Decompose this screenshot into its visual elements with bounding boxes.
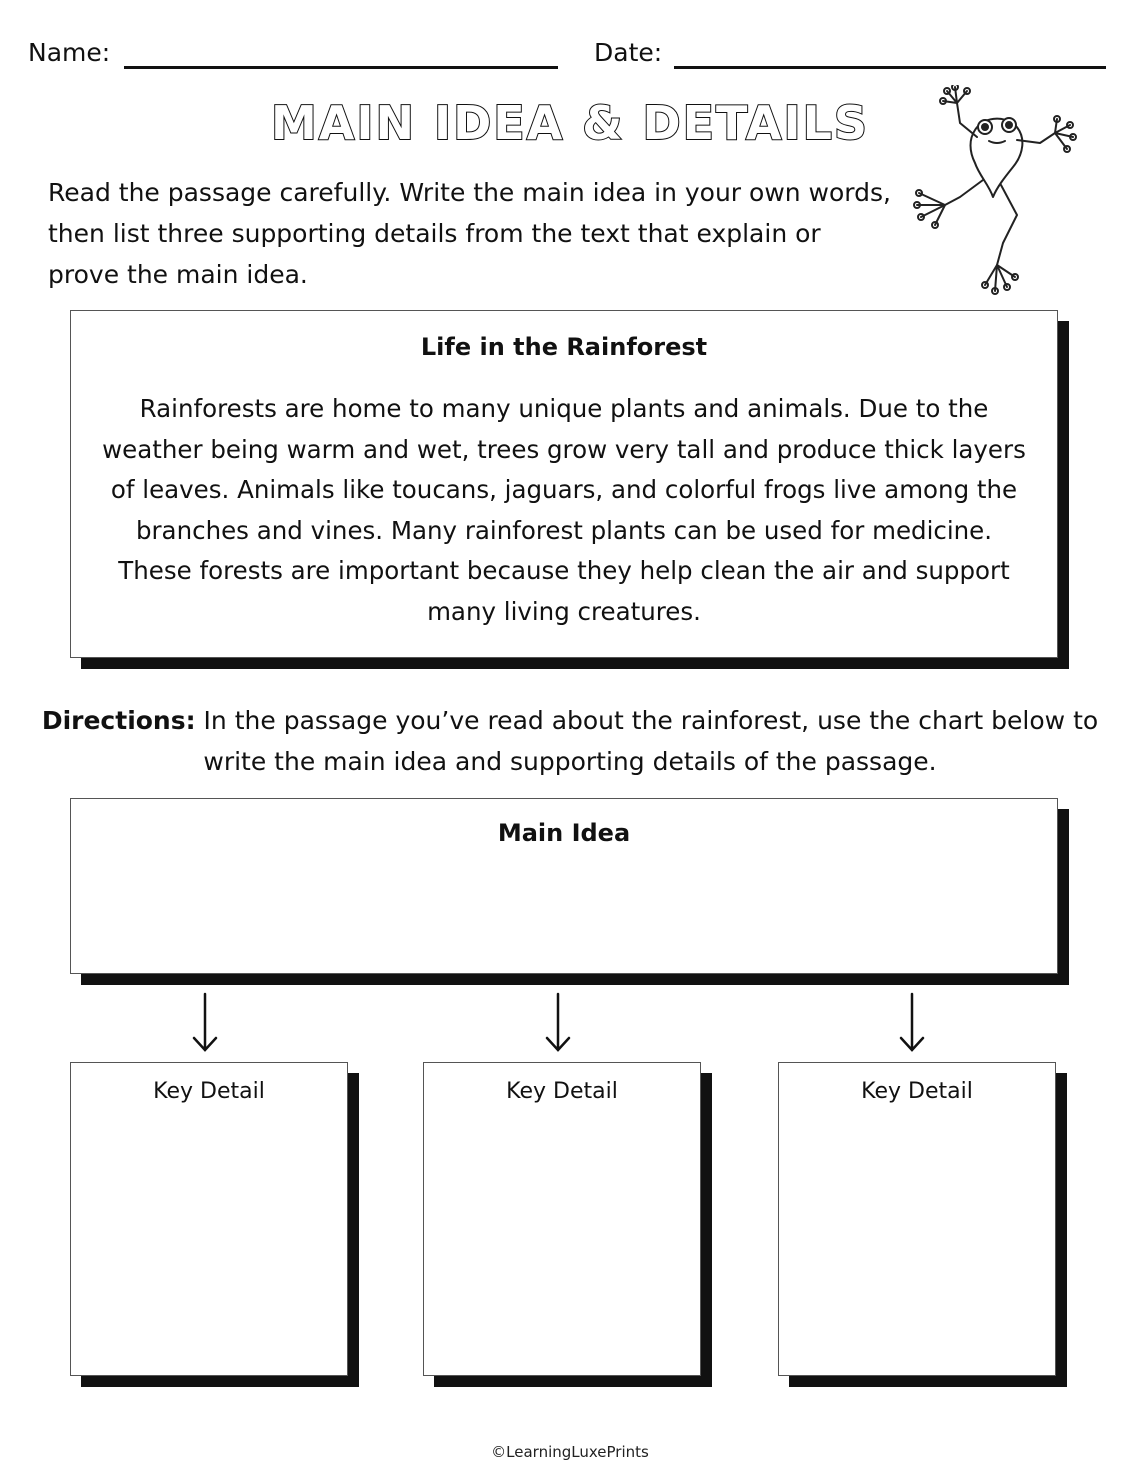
directions-label: Directions:: [41, 706, 196, 735]
key-detail-box-1[interactable]: [70, 1062, 348, 1376]
key-detail-label: Key Detail: [861, 1079, 973, 1104]
date-label: Date:: [594, 38, 663, 67]
name-field[interactable]: [124, 66, 558, 69]
footer-credit-text: LearningLuxePrints: [506, 1443, 649, 1461]
arrow-down-icon: [897, 992, 927, 1054]
directions-text: In the passage you’ve read about the rainforest, use the chart below to write the main idea and supporting details of the passage.: [195, 706, 1099, 776]
frog-icon: [905, 85, 1080, 300]
key-detail-label: Key Detail: [153, 1079, 265, 1104]
page-title: MAIN IDEA & DETAILS: [270, 96, 870, 150]
arrow-down-icon: [543, 992, 573, 1054]
arrow-down-icon: [190, 992, 220, 1054]
passage-title: Life in the Rainforest: [420, 333, 708, 361]
main-idea-box[interactable]: [70, 798, 1058, 974]
main-idea-label: Main Idea: [497, 819, 631, 847]
passage-text: Rainforests are home to many unique plants and animals. Due to the weather being warm and wet, trees grow very tall and produce thick layers of leaves. Animals like toucans, jaguars, and colorful frogs live among the branches and vines. Many rainforest plants can be used for medicine. These forests are important because they help clean the air and support many living creatures.: [102, 394, 1026, 626]
passage-box: [70, 310, 1058, 658]
copyright-icon: ©: [491, 1443, 507, 1461]
date-field[interactable]: [674, 66, 1106, 69]
instructions-text: Read the passage carefully. Write the main idea in your own words, then list three supporting details from the text that explain or prove the main idea.: [48, 178, 891, 289]
name-label: Name:: [28, 38, 111, 67]
key-detail-box-3[interactable]: [778, 1062, 1056, 1376]
key-detail-label: Key Detail: [506, 1079, 618, 1104]
key-detail-box-2[interactable]: [423, 1062, 701, 1376]
directions: [40, 700, 1100, 782]
footer-credit: [0, 1443, 1140, 1461]
